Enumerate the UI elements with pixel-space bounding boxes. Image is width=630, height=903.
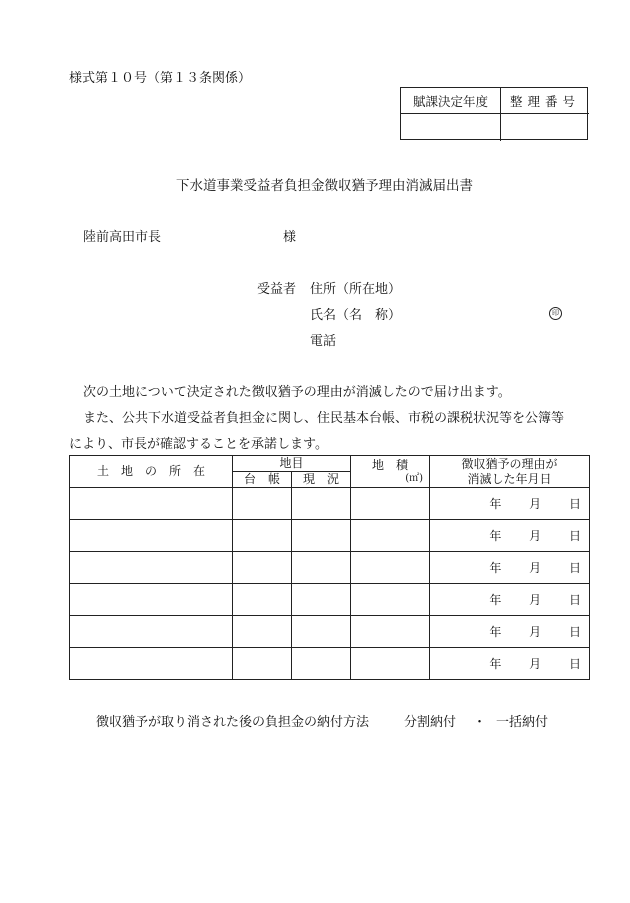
register-cell[interactable] <box>233 520 292 552</box>
location-cell[interactable] <box>70 616 233 648</box>
header-current: 現 況 <box>292 472 351 488</box>
date-cell[interactable] <box>430 648 590 680</box>
location-cell[interactable] <box>70 488 233 520</box>
number-value-field[interactable] <box>501 114 589 141</box>
beneficiary-label: 受益者 <box>257 282 297 297</box>
date-cell[interactable] <box>430 616 590 648</box>
year-label: 年 <box>489 625 502 639</box>
payment-method-label: 徴収猶予が取り消された後の負担金の納付方法 <box>96 715 370 730</box>
body-line-3: により、市長が確認することを承諾します。 <box>69 437 328 452</box>
month-label: 月 <box>529 529 542 543</box>
day-label: 日 <box>569 657 582 671</box>
current-cell[interactable] <box>292 616 351 648</box>
current-cell[interactable] <box>292 488 351 520</box>
year-label: 年 <box>489 593 502 607</box>
area-cell[interactable] <box>351 616 430 648</box>
location-cell[interactable] <box>70 584 233 616</box>
addressee: 陸前高田市長 <box>83 230 162 245</box>
land-table <box>69 455 590 680</box>
header-area-label: 地 積 <box>372 457 409 472</box>
area-cell[interactable] <box>351 552 430 584</box>
location-cell[interactable] <box>70 648 233 680</box>
table-row <box>70 616 590 648</box>
month-label: 月 <box>529 657 542 671</box>
seal-mark <box>549 304 562 320</box>
register-cell[interactable] <box>233 488 292 520</box>
honorific: 様 <box>283 230 297 245</box>
date-cell[interactable] <box>430 520 590 552</box>
register-cell[interactable] <box>233 648 292 680</box>
table-row <box>70 520 590 552</box>
header-date <box>430 456 590 488</box>
header-date-line2: 消滅した年月日 <box>467 471 552 486</box>
month-label: 月 <box>529 561 542 575</box>
year-label: 年 <box>489 657 502 671</box>
current-cell[interactable] <box>292 648 351 680</box>
date-cell[interactable] <box>430 584 590 616</box>
page-title: 下水道事業受益者負担金徴収猶予理由消滅届出書 <box>176 178 473 194</box>
current-cell[interactable] <box>292 552 351 584</box>
header-location: 土 地 の 所 在 <box>70 456 233 488</box>
payment-separator: ・ <box>473 715 487 730</box>
day-label: 日 <box>569 529 582 543</box>
seal-icon: 印 <box>549 307 562 320</box>
form-number: 様式第１０号（第１３条関係） <box>69 71 252 86</box>
location-cell[interactable] <box>70 520 233 552</box>
code-box <box>400 87 588 140</box>
header-area <box>351 456 430 488</box>
day-label: 日 <box>569 593 582 607</box>
body-line-2: また、公共下水道受益者負担金に関し、住民基本台帳、市税の課税状況等を公簿等 <box>83 411 565 426</box>
year-label: 年 <box>489 497 502 511</box>
header-area-unit: (㎡) <box>405 472 424 484</box>
phone-label: 電話 <box>310 334 337 349</box>
header-register: 台 帳 <box>233 472 292 488</box>
year-label: 年 <box>489 529 502 543</box>
name-label: 氏名（名 称） <box>310 308 402 323</box>
payment-option-lump[interactable]: 一括納付 <box>496 715 549 730</box>
day-label: 日 <box>569 625 582 639</box>
table-row <box>70 648 590 680</box>
day-label: 日 <box>569 497 582 511</box>
register-cell[interactable] <box>233 552 292 584</box>
current-cell[interactable] <box>292 584 351 616</box>
area-cell[interactable] <box>351 520 430 552</box>
location-cell[interactable] <box>70 552 233 584</box>
current-cell[interactable] <box>292 520 351 552</box>
header-land-category: 地目 <box>233 456 351 472</box>
register-cell[interactable] <box>233 584 292 616</box>
payment-option-split[interactable]: 分割納付 <box>404 715 457 730</box>
header-date-line1: 徴収猶予の理由が <box>461 456 558 471</box>
month-label: 月 <box>529 497 542 511</box>
month-label: 月 <box>529 593 542 607</box>
body-line-1: 次の土地について決定された徴収猶予の理由が消滅したので届け出ます。 <box>83 385 511 400</box>
date-cell[interactable] <box>430 488 590 520</box>
year-label: 賦課決定年度 <box>401 88 501 114</box>
register-cell[interactable] <box>233 616 292 648</box>
table-row <box>70 552 590 584</box>
year-value-field[interactable] <box>401 114 501 141</box>
area-cell[interactable] <box>351 584 430 616</box>
day-label: 日 <box>569 561 582 575</box>
year-label: 年 <box>489 561 502 575</box>
table-row <box>70 584 590 616</box>
area-cell[interactable] <box>351 648 430 680</box>
area-cell[interactable] <box>351 488 430 520</box>
address-label: 住所（所在地） <box>310 282 402 297</box>
number-label: 整理番号 <box>501 88 589 114</box>
table-row <box>70 488 590 520</box>
month-label: 月 <box>529 625 542 639</box>
date-cell[interactable] <box>430 552 590 584</box>
